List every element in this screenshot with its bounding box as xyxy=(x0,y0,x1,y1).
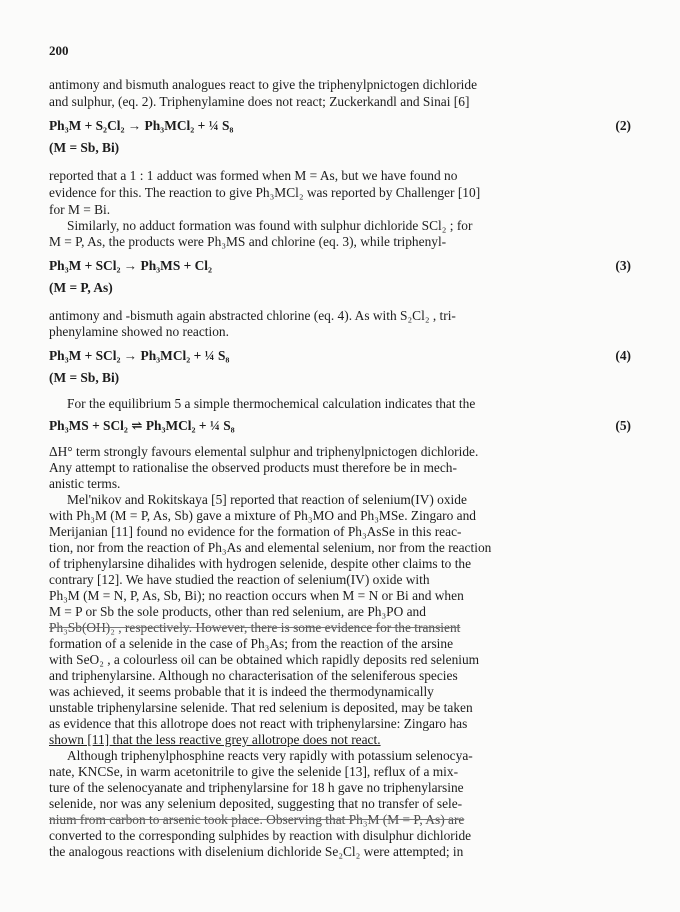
equation-line: Ph₃M + SCl₂ → Ph₃MS + Cl₂ xyxy=(49,258,213,273)
text-line: for M = Bi. xyxy=(49,202,111,217)
text-line: was achieved, it seems probable that it is indeed the thermodynamically xyxy=(49,684,434,699)
text-line: unstable triphenylarsine selenide. That red selenium is deposited, may be taken xyxy=(49,700,473,715)
text-line: Ph₃M (M = N, P, As, Sb, Bi); no reaction occurs when M = N or Bi and when xyxy=(49,588,464,603)
equation-number: (4) xyxy=(615,348,631,363)
equation-number: (5) xyxy=(615,418,631,433)
page-number: 200 xyxy=(49,43,69,58)
text-line: formation of a selenide in the case of Ph₃As; from the reaction of the arsine xyxy=(49,636,454,651)
equation-number: (3) xyxy=(615,258,631,273)
text-line: Ph₃Sb(OH)₂ , respectively. However, there is some evidence for the transient xyxy=(49,620,461,635)
text-line: antimony and bismuth analogues react to give the triphenylpnictogen dichloride xyxy=(49,77,478,92)
text-line: tion, nor from the reaction of Ph₃As and elemental selenium, nor from the reaction xyxy=(49,540,492,555)
text-line: with Ph₃M (M = P, As, Sb) gave a mixture of Ph₃MO and Ph₃MSe. Zingaro and xyxy=(49,508,476,523)
text-line: selenide, nor was any selenium deposited, suggesting that no transfer of sele- xyxy=(49,796,463,811)
text-line: converted to the corresponding sulphides by reaction with disulphur dichloride xyxy=(49,828,472,843)
text-line: and sulphur, (eq. 2). Triphenylamine does not react; Zuckerkandl and Sinai [6] xyxy=(49,94,470,109)
text-line: ture of the selenocyanate and triphenylarsine for 18 h gave no triphenylarsine xyxy=(49,780,464,795)
text-line: the analogous reactions with diselenium dichloride Se₂Cl₂ were attempted; in xyxy=(49,844,464,859)
equation-number: (2) xyxy=(615,118,631,133)
text-line: anistic terms. xyxy=(49,476,121,491)
text-line: with SeO₂ , a colourless oil can be obtained which rapidly deposits red selenium xyxy=(49,652,480,667)
text-line: antimony and -bismuth again abstracted chlorine (eq. 4). As with S₂Cl₂ , tri- xyxy=(49,308,456,323)
text-line: For the equilibrium 5 a simple thermochemical calculation indicates that the xyxy=(67,396,476,411)
text-line: M = P, As, the products were Ph₃MS and chlorine (eq. 3), while triphenyl- xyxy=(49,234,447,249)
text-line: Mel'nikov and Rokitskaya [5] reported that reaction of selenium(IV) oxide xyxy=(67,492,467,507)
equation-condition: (M = P, As) xyxy=(49,280,113,295)
text-line: nate, KNCSe, in warm acetonitrile to give the selenide [13], reflux of a mix- xyxy=(49,764,459,779)
text-line: and triphenylarsine. Although no characterisation of the seleniferous species xyxy=(49,668,458,683)
text-line: reported that a 1 : 1 adduct was formed when M = As, but we have found no xyxy=(49,168,458,183)
equation-condition: (M = Sb, Bi) xyxy=(49,370,120,385)
text-line: M = P or Sb the sole products, other than red selenium, are Ph₃PO and xyxy=(49,604,426,619)
text-line: nium from carbon to arsenic took place. Observing that Ph₃M (M = P, As) are xyxy=(49,812,465,827)
text-line: shown [11] that the less reactive grey allotrope does not react. xyxy=(49,732,381,747)
text-line: evidence for this. The reaction to give Ph₃MCl₂ was reported by Challenger [10] xyxy=(49,185,481,200)
equation-line: Ph₃MS + SCl₂ ⇌ Ph₃MCl₂ + ¼ S₈ xyxy=(49,418,235,433)
text-line: ΔH° term strongly favours elemental sulphur and triphenylpnictogen dichloride. xyxy=(49,444,479,459)
text-line: Although triphenylphosphine reacts very rapidly with potassium selenocya- xyxy=(67,748,473,763)
text-line: as evidence that this allotrope does not react with triphenylarsine: Zingaro has xyxy=(49,716,468,731)
text-line: Merijanian [11] found no evidence for the formation of Ph₃AsSe in this reac- xyxy=(49,524,462,539)
text-line: phenylamine showed no reaction. xyxy=(49,324,229,339)
equation-condition: (M = Sb, Bi) xyxy=(49,140,120,155)
text-line: of triphenylarsine dihalides with hydrogen selenide, despite other claims to the xyxy=(49,556,472,571)
text-line: Similarly, no adduct formation was found with sulphur dichloride SCl₂ ; for xyxy=(67,218,473,233)
text-line: contrary [12]. We have studied the reaction of selenium(IV) oxide with xyxy=(49,572,430,587)
text-line: Any attempt to rationalise the observed products must therefore be in mech- xyxy=(49,460,457,475)
equation-line: Ph₃M + S₂Cl₂ → Ph₃MCl₂ + ¼ S₈ xyxy=(49,118,234,133)
equation-line: Ph₃M + SCl₂ → Ph₃MCl₂ + ¼ S₈ xyxy=(49,348,230,363)
